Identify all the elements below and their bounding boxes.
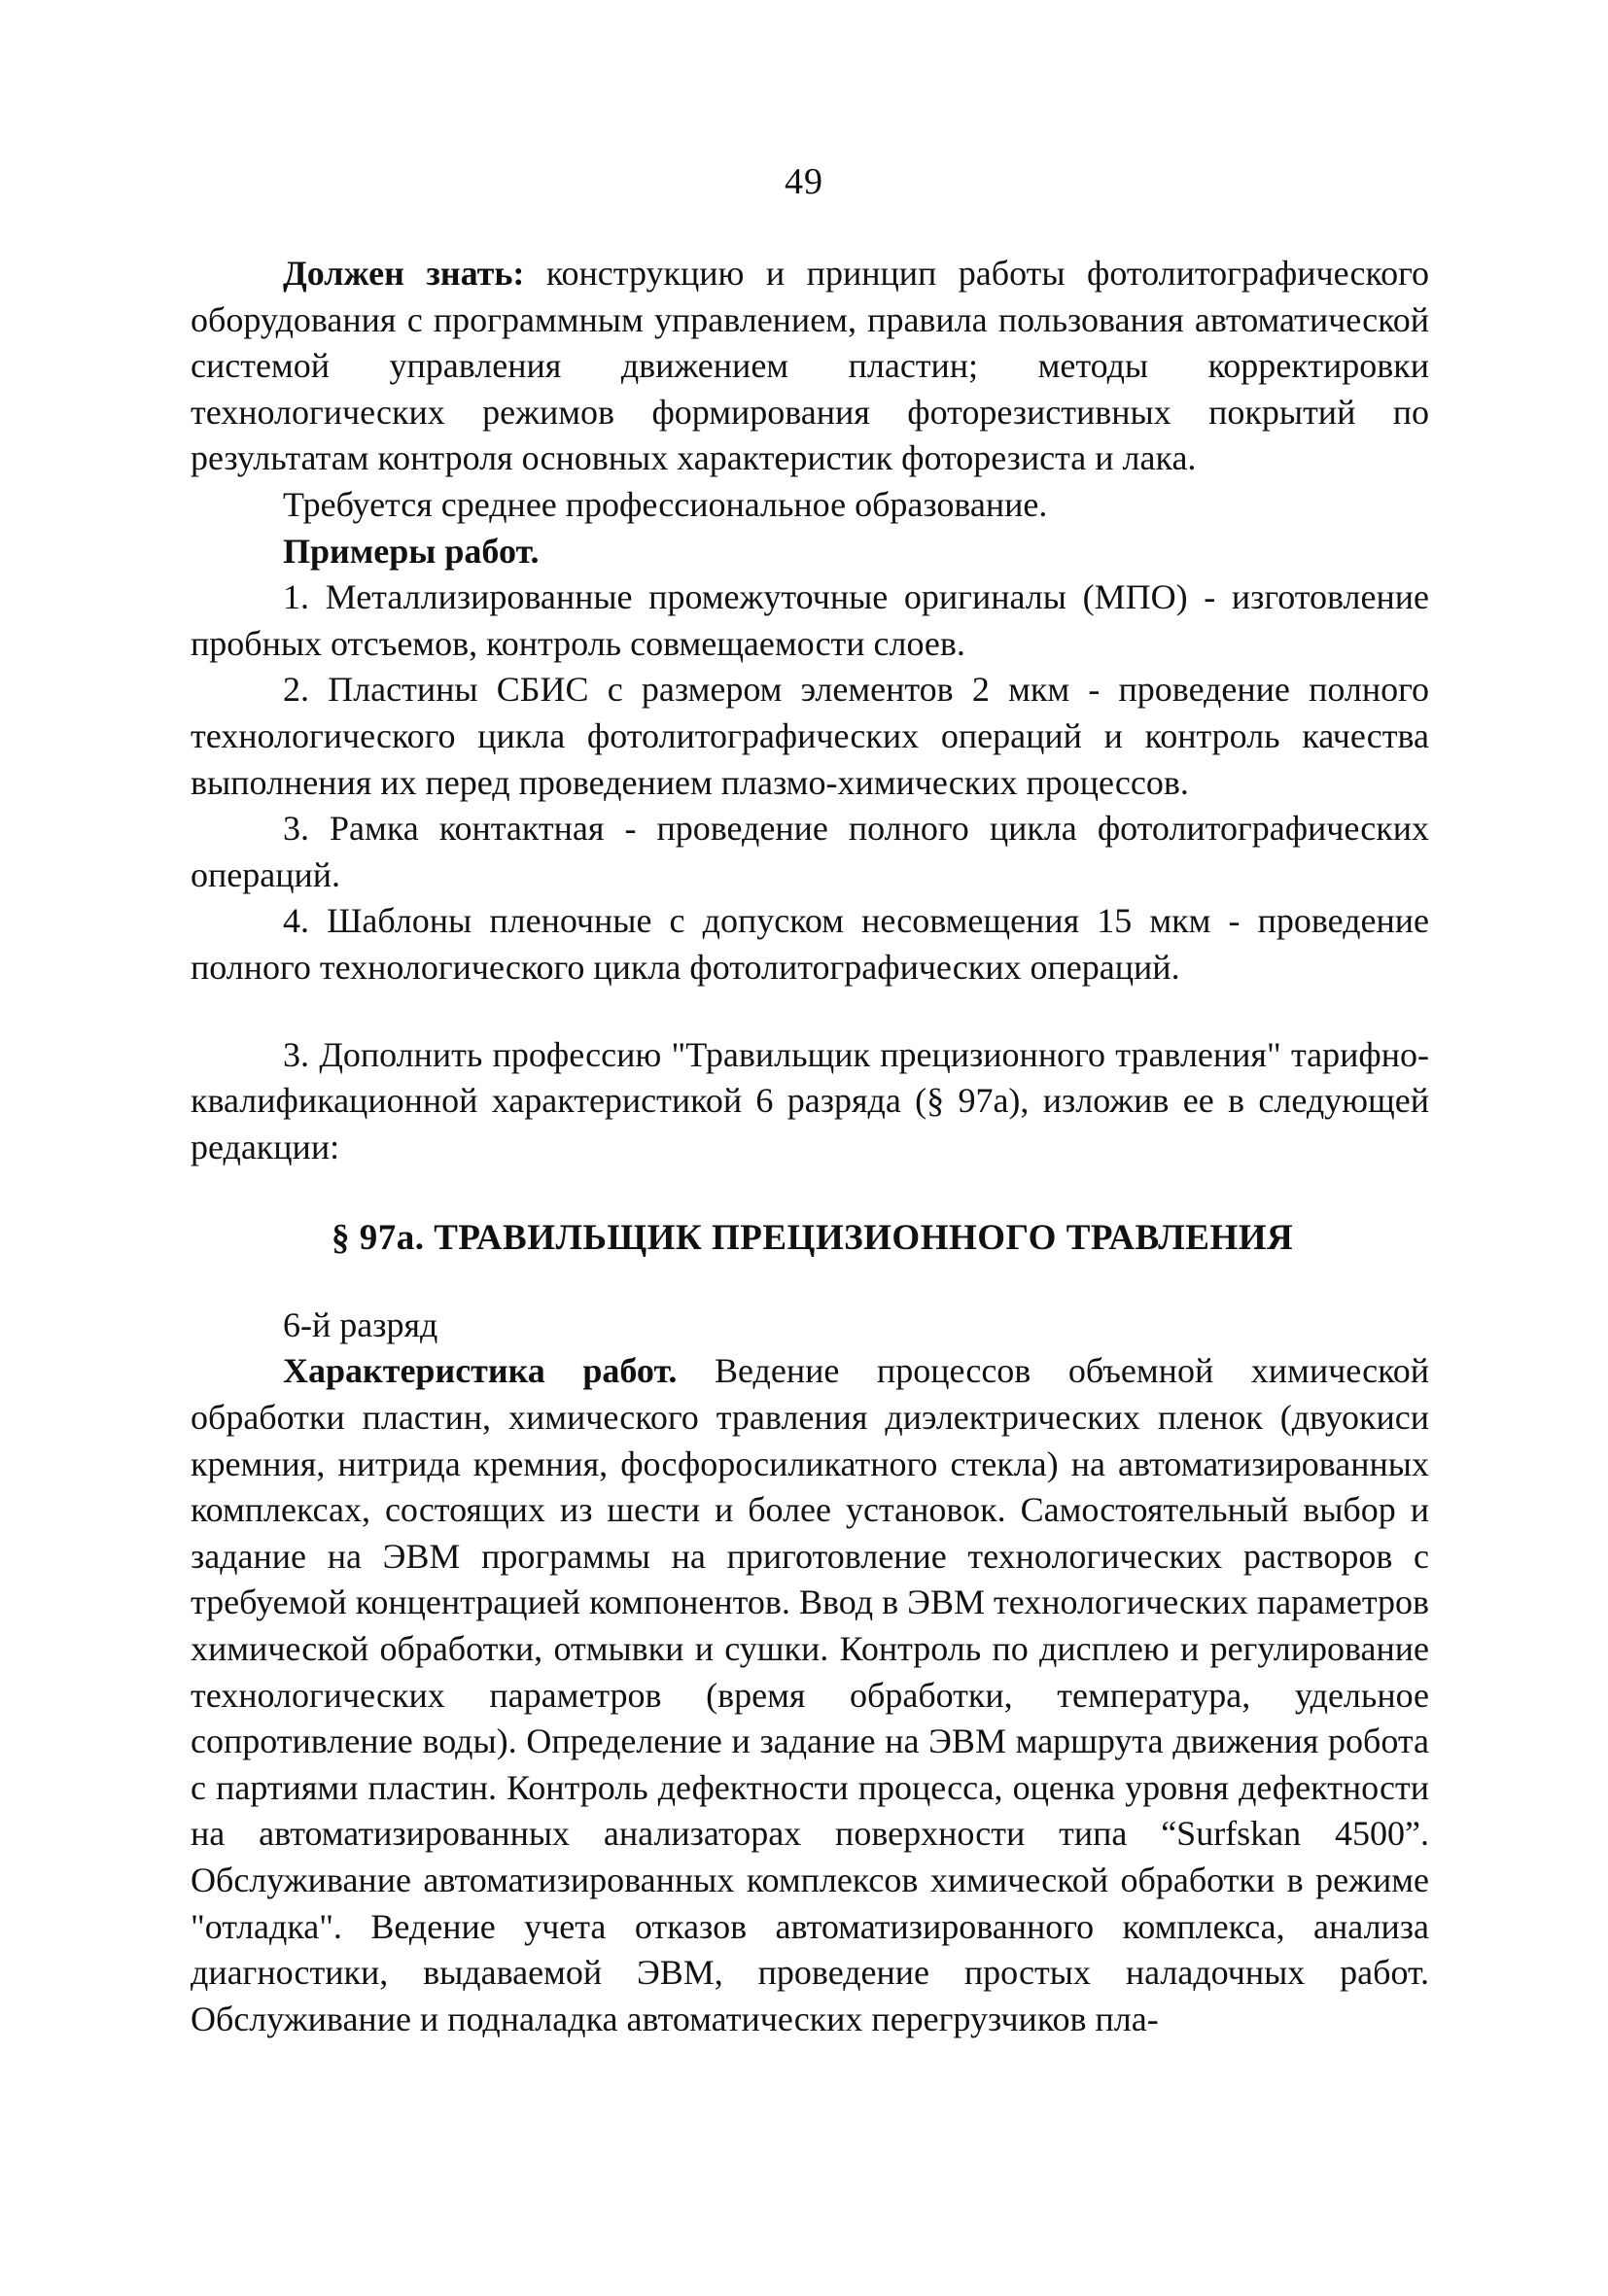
spacer <box>191 1262 1429 1303</box>
must-know-label: Должен знать: <box>283 254 525 293</box>
page-number: 49 <box>785 161 823 202</box>
characteristics-label: Характеристика работ. <box>283 1351 678 1391</box>
characteristics-paragraph <box>191 1348 1429 2042</box>
spacer <box>191 991 1429 1032</box>
example-item: 1. Металлизированные промежуточные оригиналы (МПО) - изготовление пробных отсъемов, контроль совмещаемости слоев. <box>191 577 1429 663</box>
grade-label: 6-й разряд <box>283 1305 438 1344</box>
must-know-text: конструкцию и принцип работы фотолитографического оборудования с программным управлением, правила пользования автоматической системой управления движением пластин; методы корректировки технологических режимов формирования фоторезистивных покрытий по результатам контроля основных характеристик фоторезиста и лака. <box>191 254 1429 478</box>
examples-heading: Примеры работ. <box>283 531 540 571</box>
characteristics-text: Ведение процессов объемной химической обработки пластин, химического травления диэлектрических пленок (двуокиси кремния, нитрида кремния, фосфоросиликатного стекла) на автоматизированных комплексах, состоящих из шести и более установок. Самостоятельный выбор и задание на ЭВМ программы на приготовление технологических растворов с требуемой концентрацией компонентов. Ввод в ЭВМ технологических параметров химической обработки, отмывки и сушки. Контроль по дисплею и регулирование технологических параметров (время обработки, температура, удельное сопротивление воды). Определение и задание на ЭВМ маршрута движения робота с партиями пластин. Контроль дефектности процесса, оценка уровня дефектности на автоматизированных анализаторах поверхности типа “Surfskan 4500”. Обслуживание автоматизированных комплексов химической обработки в режиме "отладка". Ведение учета отказов автоматизированного комплекса, анализа диагностики, выдаваемой ЭВМ, проведение простых наладочных работ. Обслуживание и подналадка автоматических перегрузчиков пла- <box>191 1351 1429 2038</box>
must-know-paragraph <box>191 251 1429 482</box>
page-content <box>191 251 1429 2042</box>
spacer <box>191 1170 1429 1215</box>
example-item: 2. Пластины СБИС с размером элементов 2 мкм - проведение полного технологического цикла фотолитографических операций и контроль качества выполнения их перед проведением плазмо-химических процессов. <box>191 670 1429 802</box>
section-title: § 97а. ТРАВИЛЬЩИК ПРЕЦИЗИОННОГО ТРАВЛЕНИЯ <box>332 1218 1294 1259</box>
example-item: 4. Шаблоны пленочные с допуском несовмещения 15 мкм - проведение полного технологического цикла фотолитографических операций. <box>191 901 1429 987</box>
education-requirement: Требуется среднее профессиональное образование. <box>283 484 1048 524</box>
example-item: 3. Рамка контактная - проведение полного цикла фотолитографических операций. <box>191 809 1429 894</box>
amendment-paragraph: 3. Дополнить профессию "Травильщик прецизионного травления" тарифно-квалификационной характеристикой 6 разряда (§ 97а), изложив ее в следующей редакции: <box>191 1034 1429 1166</box>
